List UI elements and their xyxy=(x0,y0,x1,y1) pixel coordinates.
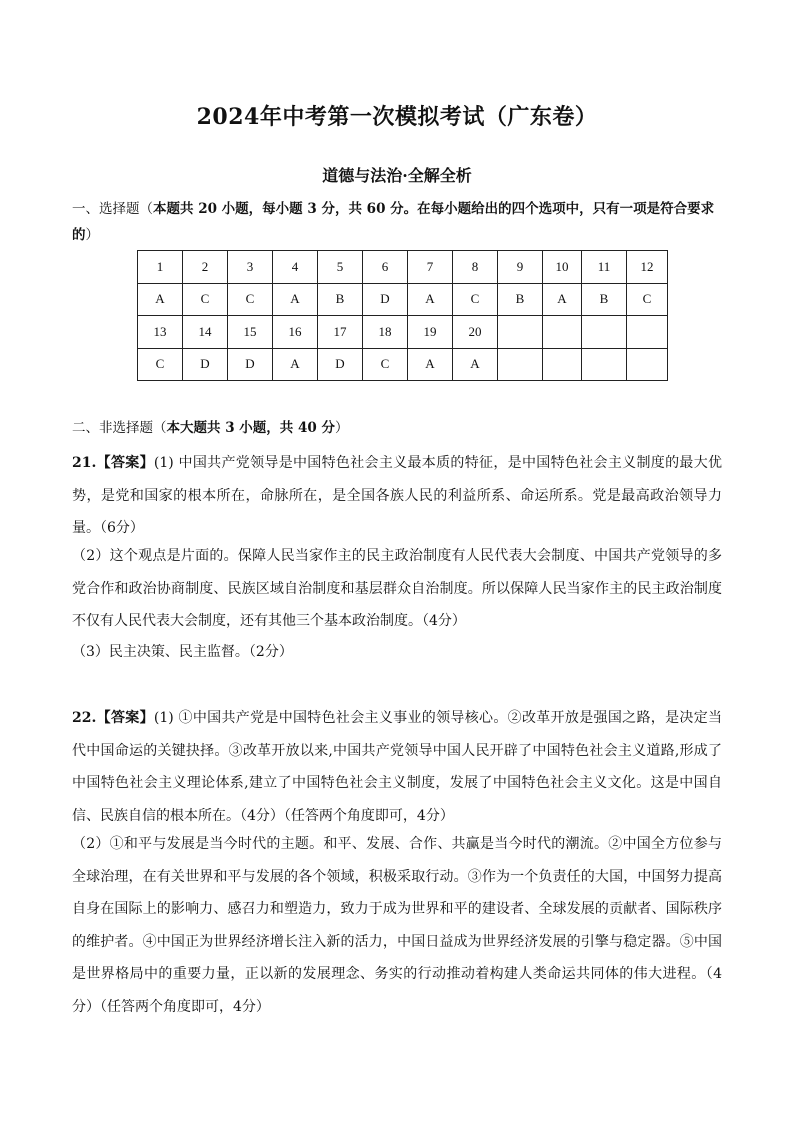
answer-cell: C xyxy=(138,348,183,381)
section1-prefix: 一、选择题（ xyxy=(72,201,153,217)
table-row-numbers-2 xyxy=(138,316,668,349)
question-number-cell: 6 xyxy=(363,251,408,284)
table-row-answers-1 xyxy=(138,283,668,316)
question-number-cell: 16 xyxy=(273,316,318,349)
answer-cell: B xyxy=(498,283,543,316)
question-number-cell: 3 xyxy=(228,251,273,284)
answer-table xyxy=(137,250,668,381)
page-subtitle: 道德与法治·全解全析 xyxy=(322,166,472,185)
question-number-cell xyxy=(543,316,582,349)
answer-cell: D xyxy=(228,348,273,381)
answer-cell: A xyxy=(273,348,318,381)
table-row-numbers-1 xyxy=(138,251,668,284)
question-number-cell: 14 xyxy=(183,316,228,349)
question-number-cell: 11 xyxy=(582,251,627,284)
section2-heading-text: 本大题共 3 小题，共 40 分 xyxy=(166,420,335,436)
answer-cell: A xyxy=(453,348,498,381)
q21-answer-part1 xyxy=(72,447,722,545)
question-number-cell: 15 xyxy=(228,316,273,349)
answer-cell: D xyxy=(363,283,408,316)
section1-heading xyxy=(72,196,722,248)
answer-cell: C xyxy=(228,283,273,316)
question-number-cell: 1 xyxy=(138,251,183,284)
question-number-cell: 10 xyxy=(543,251,582,284)
q21-part1-text: (1) 中国共产党领导是中国特色社会主义最本质的特征，是中国特色社会主义制度的最大优势，是党和国家的根本所在，命脉所在，是全国各族人民的利益所系、命运所系。党是最高政治领导力量。（6分） xyxy=(72,455,723,536)
question-number-cell: 8 xyxy=(453,251,498,284)
q22-label: 22.【答案】 xyxy=(72,710,154,726)
question-number-cell: 18 xyxy=(363,316,408,349)
q22-part1-text: (1) ①中国共产党是中国特色社会主义事业的领导核心。②改革开放是强国之路，是决定当代中国命运的关键抉择。③改革开放以来,中国共产党领导中国人民开辟了中国特色社会主义道路,形成了中国特色社会主义理论体系,建立了中国特色社会主义制度，发展了中国特色社会主义文化。这是中国自信、民族自信的根本所在。（4分）（任答两个角度即可，4分） xyxy=(72,710,723,824)
q21-answer-part2: （2）这个观点是片面的。保障人民当家作主的民主政治制度有人民代表大会制度、中国共产党领导的多党合作和政治协商制度、民族区域自治制度和基层群众自治制度。所以保障人民当家作主的民主政治制度不仅有人民代表大会制度，还有其他三个基本政治制度。（4分） xyxy=(72,548,722,629)
table-row-answers-2 xyxy=(138,348,668,381)
answer-cell: C xyxy=(363,348,408,381)
answer-cell xyxy=(498,348,543,381)
answer-cell xyxy=(627,348,668,381)
answer-cell: A xyxy=(408,283,453,316)
question-number-cell: 13 xyxy=(138,316,183,349)
question-number-cell: 9 xyxy=(498,251,543,284)
question-number-cell: 5 xyxy=(318,251,363,284)
answer-cell: A xyxy=(543,283,582,316)
question-number-cell xyxy=(582,316,627,349)
answer-cell: C xyxy=(183,283,228,316)
section1-suffix: ） xyxy=(85,227,99,243)
q21-label: 21.【答案】 xyxy=(72,455,154,471)
question-number-cell xyxy=(498,316,543,349)
answer-cell: C xyxy=(453,283,498,316)
answer-cell: D xyxy=(318,348,363,381)
answer-cell: B xyxy=(582,283,627,316)
q21-answer-part3: （3）民主决策、民主监督。（2分） xyxy=(72,644,293,660)
page-title: 2024年中考第一次模拟考试（广东卷） xyxy=(196,104,598,130)
question-number-cell xyxy=(627,316,668,349)
question-number-cell: 2 xyxy=(183,251,228,284)
answer-cell: D xyxy=(183,348,228,381)
question-number-cell: 17 xyxy=(318,316,363,349)
section2-prefix: 二、非选择题（ xyxy=(72,420,167,436)
q22-answer-part2: （2）①和平与发展是当今时代的主题。和平、发展、合作、共赢是当今时代的潮流。②中国全方位参与全球治理，在有关世界和平与发展的各个领域，积极采取行动。③作为一个负责任的大国，中国努力提高自身在国际上的影响力、感召力和塑造力，致力于成为世界和平的建设者、全球发展的贡献者、国际秩序的维护者。④中国正为世界经济增长注入新的活力，中国日益成为世界经济发展的引擎与稳定器。⑤中国是世界格局中的重要力量，正以新的发展理念、务实的行动推动着构建人类命运共同体的伟大进程。（4分）（任答两个角度即可，4分） xyxy=(72,836,722,1015)
question-number-cell: 12 xyxy=(627,251,668,284)
answer-cell: B xyxy=(318,283,363,316)
answer-cell xyxy=(582,348,627,381)
answer-cell: C xyxy=(627,283,668,316)
question-number-cell: 20 xyxy=(453,316,498,349)
question-number-cell: 19 xyxy=(408,316,453,349)
answer-cell: A xyxy=(408,348,453,381)
answer-cell: A xyxy=(138,283,183,316)
q22-answer-part1 xyxy=(72,702,722,832)
section2-suffix: ） xyxy=(334,420,349,436)
question-number-cell: 7 xyxy=(408,251,453,284)
answer-cell xyxy=(543,348,582,381)
section1-heading-text: 本题共 20 小题，每小题 3 分，共 60 分。在每小题给出的四个选项中，只有一项是符合要求的 xyxy=(72,201,715,243)
answer-cell: A xyxy=(273,283,318,316)
section2-heading xyxy=(72,418,348,438)
question-number-cell: 4 xyxy=(273,251,318,284)
